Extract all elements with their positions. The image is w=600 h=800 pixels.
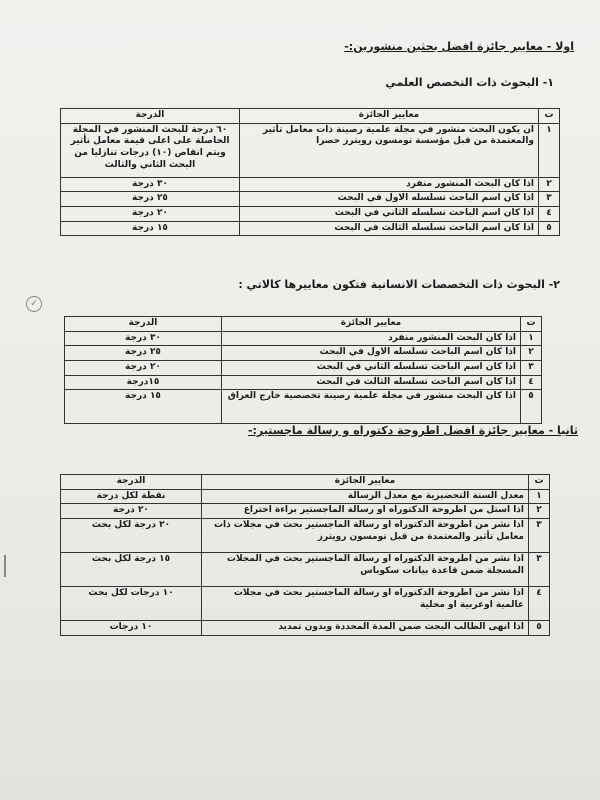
criteria-cell: اذا نشر من اطروحة الدكتوراه او رسالة الماجستير بحث في مجلات عالمية اوعربية او محلية (202, 587, 529, 621)
criteria-cell: اذا كان البحث المنشور منفرد (240, 177, 539, 192)
row-number: ٣ (529, 519, 550, 553)
grade-cell: ٢٠ درجة (61, 207, 240, 222)
table1-header-num: ت (539, 109, 560, 124)
humanities-research-table (64, 316, 542, 424)
table-row (61, 177, 560, 192)
grade-cell: ٢٥ درجة (65, 346, 222, 361)
table-row (65, 361, 542, 376)
criteria-cell: اذا كان البحث المنشور منفرد (222, 331, 521, 346)
criteria-cell: اذا استل من اطروحة الدكتوراه او رسالة الماجستير براءة اختراع (202, 504, 529, 519)
stamp-mark: ✓ (26, 296, 42, 312)
row-number: ٢ (539, 177, 560, 192)
table-row (61, 123, 560, 177)
table-row (61, 519, 550, 553)
table-row (61, 504, 550, 519)
table-row (61, 553, 550, 587)
grade-cell: نقطة لكل درجة (61, 489, 202, 504)
criteria-cell: معدل السنة التحضيرية مع معدل الرسالة (202, 489, 529, 504)
grade-cell: ٢٥ درجة (61, 192, 240, 207)
grade-cell: ٢٠ درجة (61, 504, 202, 519)
section1-sub1: ١- البحوث ذات التخصص العلمي (385, 76, 554, 89)
table-row (61, 192, 560, 207)
table2-header-num: ت (521, 317, 542, 332)
criteria-cell: اذا نشر من اطروحة الدكتوراه او رسالة الماجستير بحث في المجلات المسجلة ضمن قاعدة بيانات سكوباس (202, 553, 529, 587)
table-row (65, 331, 542, 346)
table1-header-criteria: معايير الجائزة (240, 109, 539, 124)
criteria-cell: ان يكون البحث منشور في مجلة علمية رصينة ذات معامل تأثير والمعتمدة من قبل مؤسسة تومسون رويترز حصرا (240, 123, 539, 177)
row-number: ٣ (529, 553, 550, 587)
table-row (65, 346, 542, 361)
grade-cell: ٣٠ درجة (61, 177, 240, 192)
scientific-research-table (60, 108, 560, 236)
table3-header-criteria: معايير الجائزة (202, 475, 529, 490)
criteria-cell: اذا كان اسم الباحث تسلسله الاول في البحث (240, 192, 539, 207)
row-number: ٤ (521, 375, 542, 390)
table1-header-grade: الدرجة (61, 109, 240, 124)
grade-cell: ١٥ درجة (65, 390, 222, 424)
criteria-cell: اذا انهى الطالب البحث ضمن المدة المحددة وبدون تمديد (202, 621, 529, 636)
grade-cell: ٦٠ درجة للبحث المنشور في المجلة الحاصلة على اعلى قيمة معامل تأثير ويتم انقاص (١٠) درجات تنازليا من البحث الثاني والثالث (61, 123, 240, 177)
row-number: ٥ (521, 390, 542, 424)
row-number: ١ (529, 489, 550, 504)
table3-header-grade: الدرجة (61, 475, 202, 490)
row-number: ٤ (529, 587, 550, 621)
row-number: ١ (521, 331, 542, 346)
row-number: ١ (539, 123, 560, 177)
criteria-cell: اذا نشر من اطروحة الدكتوراه او رسالة الماجستير بحث في مجلات ذات معامل تأثير والمعتمدة من قبل تومسون رويترز (202, 519, 529, 553)
table-row (61, 621, 550, 636)
thesis-award-table (60, 474, 550, 636)
table-row (65, 375, 542, 390)
section1-sub2: ٢- البحوث ذات التخصصات الانسانية فتكون معاييرها كالاتي : (238, 278, 560, 291)
table2-header-criteria: معايير الجائزة (222, 317, 521, 332)
row-number: ٢ (521, 346, 542, 361)
grade-cell: ١٥ درجة لكل بحث (61, 553, 202, 587)
grade-cell: ١٠ درجات (61, 621, 202, 636)
row-number: ٥ (529, 621, 550, 636)
table-row (61, 207, 560, 222)
grade-cell: ٣٠ درجة (65, 331, 222, 346)
row-number: ٤ (539, 207, 560, 222)
row-number: ٥ (539, 221, 560, 236)
criteria-cell: اذا كان البحث منشور في مجلة علمية رصينة تخصصية خارج العراق (222, 390, 521, 424)
table2-header-grade: الدرجة (65, 317, 222, 332)
grade-cell: ١٠ درجات لكل بحث (61, 587, 202, 621)
grade-cell: ٢٠ درجة لكل بحث (61, 519, 202, 553)
margin-mark (4, 555, 6, 577)
section2-title: ثانيا - معايير جائزة افضل اطروحة دكتوراه و رسالة ماجستير:- (247, 424, 578, 437)
criteria-cell: اذا كان اسم الباحث تسلسله الثالث في البحث (240, 221, 539, 236)
table-row (65, 390, 542, 424)
table3-header-num: ت (529, 475, 550, 490)
table-row (61, 587, 550, 621)
criteria-cell: اذا كان اسم الباحث تسلسله الثالث في البحث (222, 375, 521, 390)
grade-cell: ١٥درجة (65, 375, 222, 390)
row-number: ٣ (521, 361, 542, 376)
grade-cell: ١٥ درجة (61, 221, 240, 236)
section1-title: اولا - معايير جائزة افضل بحثين منشورين:- (344, 40, 574, 53)
criteria-cell: اذا كان اسم الباحث تسلسله الاول في البحث (222, 346, 521, 361)
criteria-cell: اذا كان اسم الباحث تسلسله الثاني في البحث (240, 207, 539, 222)
criteria-cell: اذا كان اسم الباحث تسلسله الثاني في البحث (222, 361, 521, 376)
row-number: ٣ (539, 192, 560, 207)
grade-cell: ٢٠ درجة (65, 361, 222, 376)
table-row (61, 489, 550, 504)
table-row (61, 221, 560, 236)
row-number: ٢ (529, 504, 550, 519)
